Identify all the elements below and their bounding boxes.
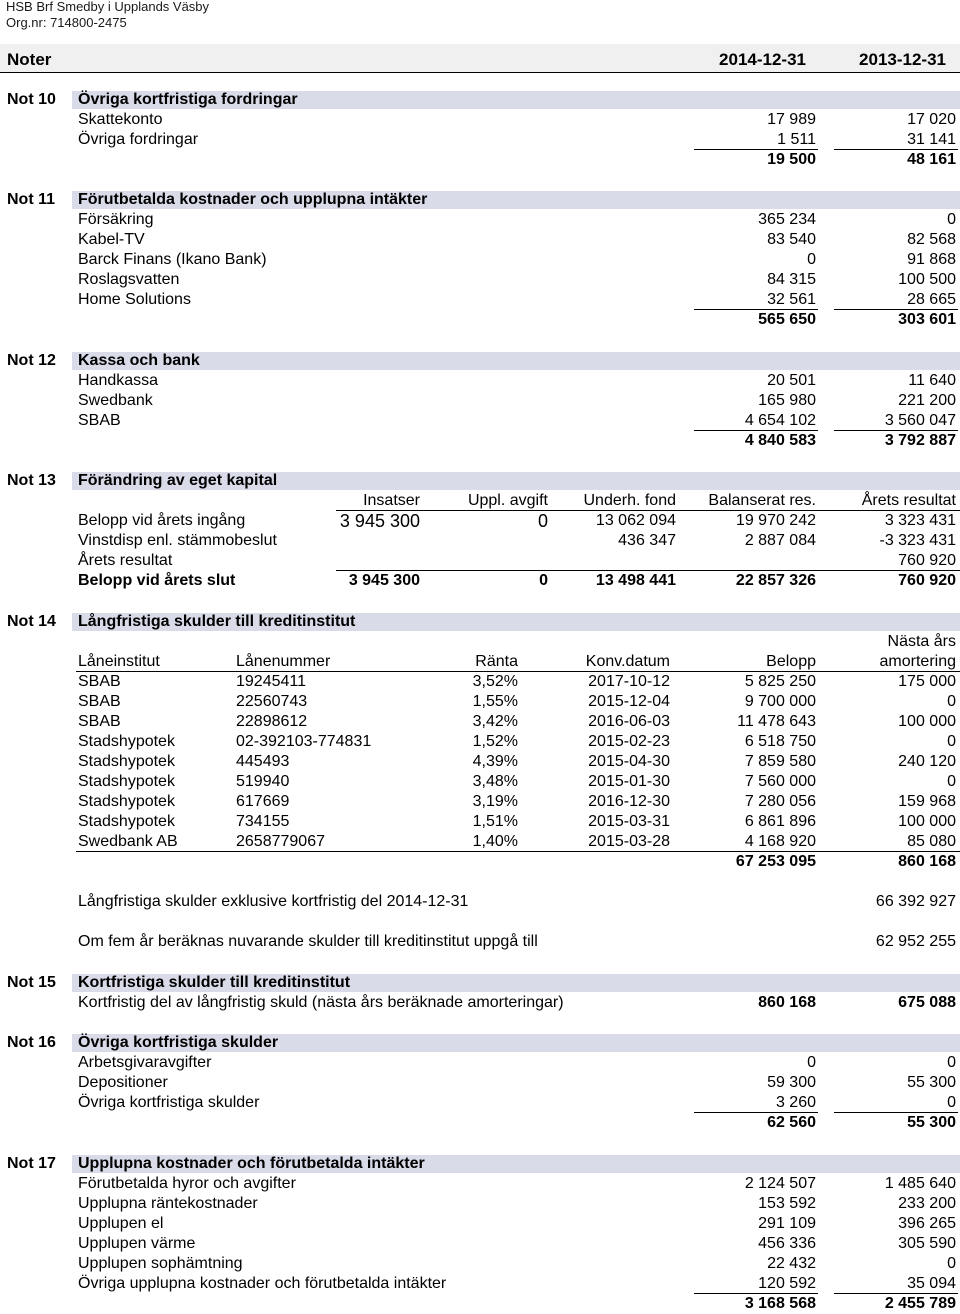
conversion-date: 2016-12-30: [588, 793, 670, 810]
row-label: Övriga kortfristiga skulder: [78, 1094, 260, 1111]
column-header: Underh. fond: [583, 492, 676, 509]
note-number: Not 11: [7, 191, 56, 208]
note-10-section: [0, 90, 960, 170]
total-2014: 565 650: [758, 311, 816, 328]
note-12-section: [0, 351, 960, 451]
value-2013: 0: [947, 211, 956, 228]
value-2014: 20 501: [767, 372, 816, 389]
table-row: [0, 712, 960, 732]
arets-resultat-value: 760 920: [898, 572, 956, 589]
row-label: Handkassa: [78, 372, 159, 389]
value-2013: 11 640: [908, 372, 956, 389]
balanserat-res-value: 2 887 084: [744, 532, 816, 549]
summary-value: 62 952 255: [875, 933, 956, 950]
note-title: Övriga kortfristiga fordringar: [78, 91, 298, 108]
table-row: [0, 1254, 960, 1274]
table-row: [0, 993, 960, 1013]
table-row: [0, 1234, 960, 1254]
arets-resultat-value: 3 323 431: [884, 512, 956, 529]
loan-institute: Swedbank AB: [78, 833, 178, 850]
note-header: [0, 973, 960, 993]
loan-amount: 5 825 250: [744, 673, 816, 690]
column-header: Ränta: [475, 653, 518, 670]
total-2013: 2 455 789: [884, 1295, 956, 1312]
note-number: Not 10: [7, 91, 56, 108]
row-label: Belopp vid årets slut: [78, 572, 236, 589]
loan-number: 19245411: [236, 673, 306, 690]
summary-row: [0, 932, 960, 952]
note-14-section: [0, 612, 960, 952]
insatser-value: 3 945 300: [348, 572, 420, 589]
loan-number: 22898612: [236, 713, 308, 730]
note-title: Förändring av eget kapital: [78, 472, 278, 489]
row-label: Belopp vid årets ingång: [78, 512, 246, 529]
column-header: Belopp: [766, 653, 816, 670]
interest-rate: 3,52%: [472, 673, 518, 690]
total-2013: 55 300: [907, 1114, 956, 1131]
loan-institute: SBAB: [78, 673, 121, 690]
table-row: [0, 772, 960, 792]
note-17-section: [0, 1154, 960, 1314]
loan-number: 2658779067: [236, 833, 325, 850]
conversion-date: 2016-06-03: [588, 713, 670, 730]
loan-institute: Stadshypotek: [78, 813, 175, 830]
total-row: [0, 310, 960, 330]
value-2013: 396 265: [898, 1215, 956, 1232]
interest-rate: 1,51%: [472, 813, 518, 830]
row-label: Om fem år beräknas nuvarande skulder till kreditinstitut uppgå till: [78, 933, 538, 950]
note-header: [0, 471, 960, 491]
total-2013: 3 792 887: [884, 432, 956, 449]
value-2013: 233 200: [898, 1195, 956, 1212]
uppl-avgift-value: 0: [537, 511, 548, 531]
table-row: [0, 1053, 960, 1073]
total-row: [0, 1294, 960, 1314]
column-header: Lånenummer: [236, 653, 331, 670]
loan-amount: 4 168 920: [744, 833, 816, 850]
next-year-amortization: 0: [947, 773, 956, 790]
note-header: [0, 612, 960, 632]
value-2013: 35 094: [907, 1275, 956, 1292]
loan-number: 519940: [236, 773, 290, 790]
value-2014: 120 592: [758, 1275, 816, 1292]
next-year-amortization: 85 080: [907, 833, 956, 850]
uppl-avgift-value: 0: [539, 572, 548, 589]
org-number: Org.nr: 714800-2475: [6, 15, 127, 30]
interest-rate: 1,52%: [472, 733, 518, 750]
year-column-2013: 2013-12-31: [859, 50, 946, 69]
table-row: [0, 250, 960, 270]
loan-amount: 9 700 000: [744, 693, 816, 710]
table-row: [0, 531, 960, 551]
row-label: Långfristiga skulder exklusive kortfristig del 2014-12-31: [78, 893, 469, 910]
total-row: [0, 1113, 960, 1133]
value-2013: 55 300: [907, 1074, 956, 1091]
table-row: [0, 270, 960, 290]
row-label: Förutbetalda hyror och avgifter: [78, 1175, 296, 1192]
total-2014: 19 500: [767, 151, 816, 168]
row-label: Home Solutions: [78, 291, 191, 308]
note-number: Not 15: [7, 974, 56, 991]
balanserat-res-value: 22 857 326: [735, 572, 816, 589]
value-2014: 1 511: [777, 131, 816, 148]
note-title: Förutbetalda kostnader och upplupna intäkter: [78, 191, 428, 208]
note-13-section: [0, 471, 960, 591]
loan-number: 22560743: [236, 693, 308, 710]
row-label: Arbetsgivaravgifter: [78, 1054, 212, 1071]
value-2014: 153 592: [758, 1195, 816, 1212]
total-2013: 48 161: [907, 151, 956, 168]
balanserat-res-value: 19 970 242: [735, 512, 816, 529]
note-title: Kortfristiga skulder till kreditinstitut: [78, 974, 351, 991]
row-label: Övriga upplupna kostnader och förutbetalda intäkter: [78, 1275, 447, 1292]
interest-rate: 1,40%: [472, 833, 518, 850]
value-2014: 860 168: [758, 994, 816, 1011]
next-year-amortization: 175 000: [898, 673, 956, 690]
value-2014: 3 260: [775, 1094, 816, 1111]
total-row: [0, 852, 960, 872]
year-column-2014: 2014-12-31: [719, 50, 806, 69]
conversion-date: 2015-12-04: [588, 693, 670, 710]
value-2013: 31 141: [907, 131, 956, 148]
loan-institute: Stadshypotek: [78, 773, 175, 790]
notes-title: Noter: [7, 50, 52, 69]
loan-amount: 6 861 896: [744, 813, 816, 830]
interest-rate: 1,55%: [472, 693, 518, 710]
row-label: Vinstdisp enl. stämmobeslut: [78, 532, 277, 549]
note-header: [0, 351, 960, 371]
column-header-row: [0, 491, 960, 511]
note-title: Kassa och bank: [78, 352, 200, 369]
note-number: Not 17: [7, 1155, 56, 1172]
column-header: Låneinstitut: [78, 653, 160, 670]
table-row: [0, 371, 960, 391]
org-name: HSB Brf Smedby i Upplands Väsby: [6, 0, 210, 14]
conversion-date: 2015-03-28: [588, 833, 670, 850]
table-row: [0, 752, 960, 772]
loan-number: 617669: [236, 793, 290, 810]
row-label: Försäkring: [78, 211, 154, 228]
column-header: Balanserat res.: [708, 492, 816, 509]
total-2014: 3 168 568: [744, 1295, 816, 1312]
value-2013: 0: [947, 1054, 956, 1071]
column-header: Årets resultat: [861, 492, 956, 509]
column-header-row: [0, 652, 960, 672]
value-2013: 0: [947, 1094, 956, 1111]
table-row: [0, 511, 960, 531]
underh-fond-value: 13 498 441: [595, 572, 676, 589]
value-2013: 0: [947, 1255, 956, 1272]
value-2014: 59 300: [767, 1074, 816, 1091]
table-row: [0, 551, 960, 571]
value-2014: 32 561: [767, 291, 816, 308]
value-2013: 100 500: [898, 271, 956, 288]
value-2013: 17 020: [907, 111, 956, 128]
value-2014: 4 654 102: [744, 412, 816, 429]
value-2014: 22 432: [767, 1255, 816, 1272]
row-label: Depositioner: [78, 1074, 168, 1091]
table-row: [0, 1093, 960, 1113]
row-label: Barck Finans (Ikano Bank): [78, 251, 267, 268]
next-year-amortization: 100 000: [898, 813, 956, 830]
column-header: Uppl. avgift: [467, 492, 548, 509]
table-row: [0, 1174, 960, 1194]
conversion-date: 2015-01-30: [588, 773, 670, 790]
conversion-date: 2017-10-12: [588, 673, 670, 690]
value-2014: 456 336: [758, 1235, 816, 1252]
row-label: Skattekonto: [78, 111, 163, 128]
note-number: Not 16: [7, 1034, 56, 1051]
table-row: [0, 1214, 960, 1234]
total-2014: 4 840 583: [744, 432, 816, 449]
total-2013: 303 601: [898, 311, 956, 328]
underh-fond-value: 13 062 094: [595, 512, 676, 529]
conversion-date: 2015-04-30: [588, 753, 670, 770]
conversion-date: 2015-02-23: [588, 733, 670, 750]
summary-row: [0, 892, 960, 912]
note-title: Långfristiga skulder till kreditinstitut: [78, 613, 356, 630]
table-row: [0, 692, 960, 712]
note-16-section: [0, 1033, 960, 1133]
row-label: Upplupen el: [78, 1215, 164, 1232]
interest-rate: 3,42%: [472, 713, 518, 730]
table-row: [0, 1274, 960, 1294]
next-year-amortization: 0: [947, 733, 956, 750]
value-2014: 2 124 507: [744, 1175, 816, 1192]
table-row: [0, 1194, 960, 1214]
loan-institute: Stadshypotek: [78, 753, 175, 770]
value-2013: 675 088: [898, 994, 956, 1011]
table-row: [0, 230, 960, 250]
interest-rate: 3,48%: [472, 773, 518, 790]
arets-resultat-value: -3 323 431: [879, 532, 956, 549]
total-row: [0, 150, 960, 170]
note-number: Not 14: [7, 613, 56, 630]
summary-value: 66 392 927: [875, 893, 956, 910]
conversion-date: 2015-03-31: [588, 813, 670, 830]
note-11-section: [0, 190, 960, 330]
loan-amount: 11 478 643: [737, 713, 816, 730]
next-year-amortization: 100 000: [898, 713, 956, 730]
value-2014: 17 989: [767, 111, 816, 128]
table-row: [0, 832, 960, 852]
value-2014: 0: [807, 1054, 816, 1071]
table-row: [0, 1073, 960, 1093]
table-row: [0, 110, 960, 130]
loan-institute: SBAB: [78, 693, 121, 710]
row-label: SBAB: [78, 412, 121, 429]
value-2014: 84 315: [767, 271, 816, 288]
row-label: Kortfristig del av långfristig skuld (nästa års beräknade amorteringar): [78, 994, 564, 1011]
value-2014: 165 980: [758, 392, 816, 409]
total-amortization: 860 168: [898, 853, 956, 870]
note-header: [0, 1033, 960, 1053]
column-header: amortering: [879, 653, 956, 670]
row-label: Kabel-TV: [78, 231, 145, 248]
row-label: Upplupna räntekostnader: [78, 1195, 258, 1212]
value-2013: 3 560 047: [884, 412, 956, 429]
total-amount: 67 253 095: [735, 853, 816, 870]
table-row: [0, 290, 960, 310]
note-header: [0, 90, 960, 110]
column-header: Konv.datum: [585, 653, 670, 670]
loan-amount: 7 859 580: [744, 753, 816, 770]
notes-header-row: [0, 44, 960, 73]
column-header-row-upper: [0, 632, 960, 652]
loan-institute: Stadshypotek: [78, 733, 175, 750]
table-row: [0, 672, 960, 692]
total-row: [0, 431, 960, 451]
loan-number: 445493: [236, 753, 290, 770]
note-15-section: [0, 973, 960, 1013]
value-2013: 91 868: [907, 251, 956, 268]
row-label: Årets resultat: [78, 552, 173, 569]
note-title: Övriga kortfristiga skulder: [78, 1034, 279, 1051]
arets-resultat-value: 760 920: [898, 552, 956, 569]
table-row: [0, 792, 960, 812]
value-2013: 305 590: [898, 1235, 956, 1252]
interest-rate: 3,19%: [472, 793, 518, 810]
note-header: [0, 190, 960, 210]
column-header: Nästa års: [887, 633, 956, 650]
loan-institute: SBAB: [78, 713, 121, 730]
loan-amount: 7 280 056: [744, 793, 816, 810]
table-row: [0, 411, 960, 431]
table-row: [0, 130, 960, 150]
underh-fond-value: 436 347: [618, 532, 676, 549]
value-2013: 28 665: [907, 291, 956, 308]
value-2013: 221 200: [898, 392, 956, 409]
value-2013: 82 568: [907, 231, 956, 248]
table-row: [0, 391, 960, 411]
next-year-amortization: 159 968: [898, 793, 956, 810]
row-label: Upplupen sophämtning: [78, 1255, 243, 1272]
loan-amount: 6 518 750: [744, 733, 816, 750]
value-2013: 1 485 640: [884, 1175, 956, 1192]
row-label: Upplupen värme: [78, 1235, 196, 1252]
table-row: [0, 732, 960, 752]
loan-number: 734155: [236, 813, 290, 830]
total-2014: 62 560: [767, 1114, 816, 1131]
row-label: Roslagsvatten: [78, 271, 180, 288]
interest-rate: 4,39%: [472, 753, 518, 770]
total-row: [0, 571, 960, 591]
table-row: [0, 812, 960, 832]
next-year-amortization: 240 120: [898, 753, 956, 770]
value-2014: 83 540: [767, 231, 816, 248]
table-row: [0, 210, 960, 230]
row-label: Swedbank: [78, 392, 153, 409]
insatser-value: 3 945 300: [339, 511, 420, 531]
value-2014: 291 109: [758, 1215, 816, 1232]
note-header: [0, 1154, 960, 1174]
next-year-amortization: 0: [947, 693, 956, 710]
value-2014: 365 234: [758, 211, 816, 228]
loan-number: 02-392103-774831: [236, 733, 372, 750]
column-header: Insatser: [363, 492, 420, 509]
value-2014: 0: [807, 251, 816, 268]
loan-institute: Stadshypotek: [78, 793, 175, 810]
note-title: Upplupna kostnader och förutbetalda intäkter: [78, 1155, 425, 1172]
loan-amount: 7 560 000: [744, 773, 816, 790]
note-number: Not 12: [7, 352, 56, 369]
note-number: Not 13: [7, 472, 56, 489]
row-label: Övriga fordringar: [78, 131, 199, 148]
